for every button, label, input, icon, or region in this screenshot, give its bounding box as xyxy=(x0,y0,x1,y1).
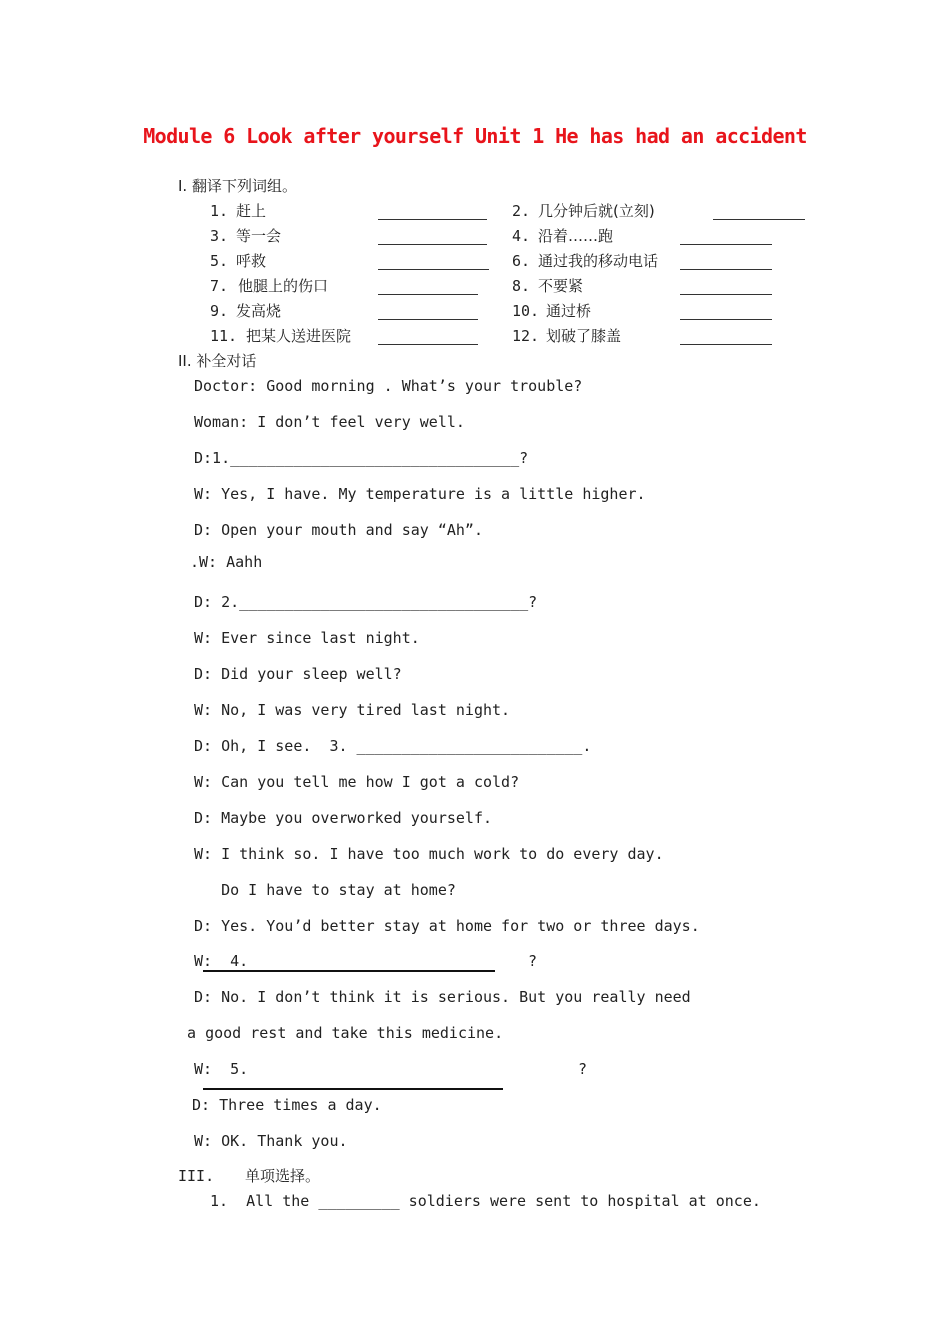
dialog-line-3: D:1.________________________________? xyxy=(194,449,529,467)
item-1-num: 1. xyxy=(210,202,229,220)
item-10-num: 10. xyxy=(512,302,540,320)
item-12-blank[interactable] xyxy=(680,344,772,345)
answer-5-question-mark: ? xyxy=(578,1060,588,1078)
item-9-num: 9. xyxy=(210,302,229,320)
question-1: 1. All the _________ soldiers were sent to hospital at once. xyxy=(210,1192,761,1210)
dialog-line-18: D: No. I don’t think it is serious. But you really need xyxy=(194,988,691,1006)
item-2-blank[interactable] xyxy=(713,219,805,220)
item-8-text: 不要紧 xyxy=(538,277,584,295)
dialog-line-16: D: Yes. You’d better stay at home for two or three days. xyxy=(194,917,700,935)
item-8-num: 8. xyxy=(512,277,531,295)
dialog-line-5: D: Open your mouth and say “Ah”. xyxy=(194,521,483,539)
item-7-blank[interactable] xyxy=(378,294,478,295)
item-3-num: 3. xyxy=(210,227,229,245)
item-12-text: 划破了膝盖 xyxy=(546,327,622,345)
item-5-blank[interactable] xyxy=(378,269,489,270)
answer-4-question-mark: ? xyxy=(528,952,538,970)
item-9-text: 发高烧 xyxy=(236,302,282,320)
dialog-line-9: D: Did your sleep well? xyxy=(194,665,402,683)
section3-heading-text: 单项选择。 xyxy=(245,1167,321,1185)
dialog-line-20: W: 5. xyxy=(194,1060,249,1078)
item-1-text: 赶上 xyxy=(236,202,267,220)
dialog-line-15: Do I have to stay at home? xyxy=(194,881,456,899)
section1-heading: I. 翻译下列词组。 xyxy=(178,177,297,195)
dialog-line-21: D: Three times a day. xyxy=(192,1096,382,1114)
dialog-line-4: W: Yes, I have. My temperature is a little higher. xyxy=(194,485,646,503)
dialog-line-19: a good rest and take this medicine. xyxy=(178,1024,504,1042)
dialog-line-13: D: Maybe you overworked yourself. xyxy=(194,809,493,827)
item-3-blank[interactable] xyxy=(378,244,487,245)
answer-5-blank[interactable] xyxy=(203,1088,503,1090)
item-6-blank[interactable] xyxy=(680,269,772,270)
item-7-num: 7. xyxy=(210,277,229,295)
item-4-text: 沿着……跑 xyxy=(538,227,614,245)
section3-heading-num: III. xyxy=(178,1167,215,1185)
item-1-blank[interactable] xyxy=(378,219,487,220)
item-10-blank[interactable] xyxy=(680,319,772,320)
item-2-num: 2. xyxy=(512,202,531,220)
page-title: Module 6 Look after yourself Unit 1 He has had an accident xyxy=(143,124,807,148)
answer-4-blank[interactable] xyxy=(203,970,495,972)
dialog-line-7: D: 2.________________________________? xyxy=(194,593,538,611)
dialog-line-11: D: Oh, I see. 3. _________________________. xyxy=(194,737,592,755)
dialog-line-6: .W: Aahh xyxy=(190,553,263,571)
item-6-text: 通过我的移动电话 xyxy=(538,252,659,270)
item-11-blank[interactable] xyxy=(378,344,478,345)
item-5-text: 呼救 xyxy=(236,252,267,270)
item-11-num: 11. xyxy=(210,327,238,345)
item-7-text: 他腿上的伤口 xyxy=(238,277,329,295)
item-11-text: 把某人送进医院 xyxy=(246,327,352,345)
dialog-line-22: W: OK. Thank you. xyxy=(194,1132,348,1150)
item-2-text: 几分钟后就(立刻) xyxy=(538,202,655,220)
item-3-text: 等一会 xyxy=(236,227,282,245)
dialog-line-2: Woman: I don’t feel very well. xyxy=(194,413,465,431)
dialog-line-12: W: Can you tell me how I got a cold? xyxy=(194,773,520,791)
section2-heading: II. 补全对话 xyxy=(178,352,257,370)
dialog-line-14: W: I think so. I have too much work to do every day. xyxy=(194,845,664,863)
item-4-blank[interactable] xyxy=(680,244,772,245)
dialog-line-1: Doctor: Good morning . What’s your trouble? xyxy=(194,377,583,395)
item-6-num: 6. xyxy=(512,252,531,270)
item-4-num: 4. xyxy=(512,227,531,245)
dialog-line-17: W: 4. xyxy=(194,952,249,970)
item-12-num: 12. xyxy=(512,327,540,345)
item-8-blank[interactable] xyxy=(680,294,772,295)
dialog-line-8: W: Ever since last night. xyxy=(194,629,420,647)
dialog-line-10: W: No, I was very tired last night. xyxy=(194,701,511,719)
item-5-num: 5. xyxy=(210,252,229,270)
item-9-blank[interactable] xyxy=(378,319,478,320)
item-10-text: 通过桥 xyxy=(546,302,592,320)
